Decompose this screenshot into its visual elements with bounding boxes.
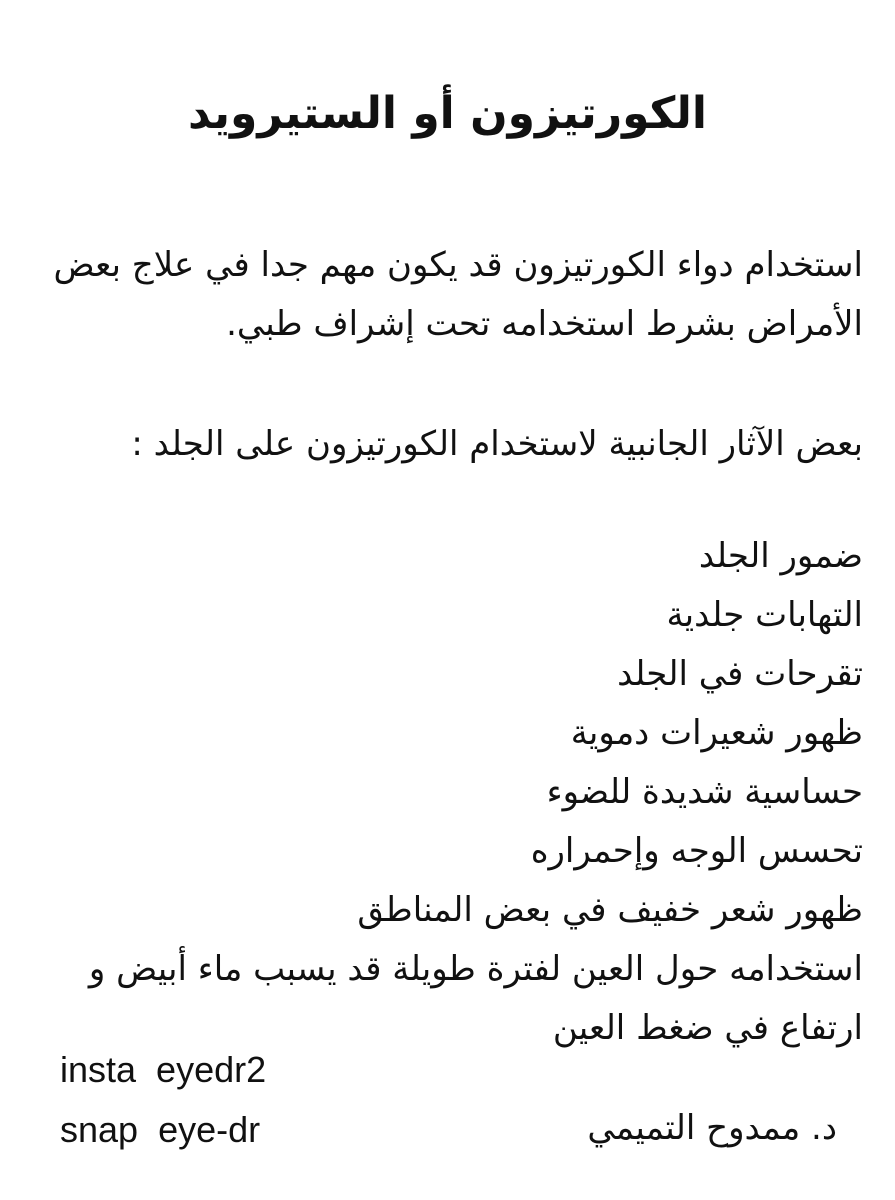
page-title: الكورتيزون أو الستيرويد [188, 88, 707, 139]
author-name: د. ممدوح التميمي [587, 1108, 837, 1148]
list-item: استخدامه حول العين لفترة طويلة قد يسبب ماء أبيض و ارتفاع في ضغط العين [88, 949, 863, 1048]
list-item: ظهور شعيرات دموية [570, 713, 863, 753]
list-item: ظهور شعر خفيف في بعض المناطق [357, 890, 863, 930]
snapchat-handle: snap eye-dr [60, 1109, 261, 1150]
side-effects-list [28, 527, 863, 1058]
side-effects-heading: بعض الآثار الجانبية لاستخدام الكورتيزون على الجلد : [131, 424, 863, 464]
list-item: ضمور الجلد [698, 536, 863, 576]
list-item: تقرحات في الجلد [617, 654, 863, 694]
list-item: تحسس الوجه وإحمراره [530, 831, 863, 871]
instagram-handle: insta eyedr2 [60, 1049, 267, 1090]
list-item: حساسية شديدة للضوء [546, 772, 863, 812]
intro-paragraph: استخدام دواء الكورتيزون قد يكون مهم جدا في علاج بعض الأمراض بشرط استخدامه تحت إشراف طبي. [53, 245, 863, 344]
list-item: التهابات جلدية [666, 595, 863, 635]
